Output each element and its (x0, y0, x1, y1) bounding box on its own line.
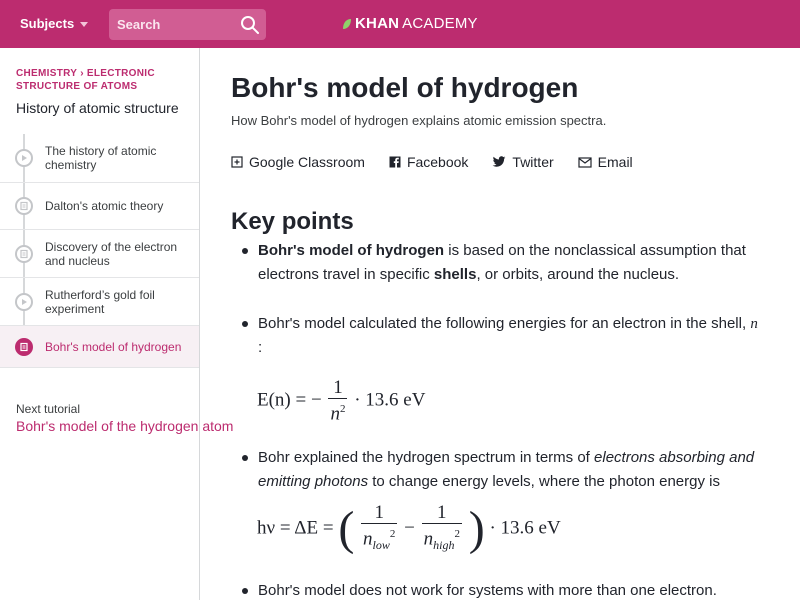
lesson-label: Bohr's model of hydrogen (45, 339, 182, 354)
eq1-lhs: E(n) = − (257, 389, 322, 411)
key-points-heading: Key points (231, 208, 354, 235)
lesson-label: Rutherford’s gold foil experiment (45, 287, 155, 316)
shells-term: shells (433, 266, 477, 283)
bullet-dot (242, 321, 248, 327)
eq2-close-paren: ) (468, 502, 485, 556)
photon-energy-equation (257, 503, 561, 555)
page-subtitle: How Bohr's model of hydrogen explains atomic emission spectra. (231, 113, 607, 128)
lesson-label: The history of atomic chemistry (45, 144, 157, 172)
share-twitter-label: Twitter (512, 154, 554, 170)
chevron-right-icon: › (80, 68, 84, 79)
eq1-fraction (328, 378, 347, 424)
article-icon (15, 197, 33, 215)
lesson-item-discovery-electron[interactable] (0, 230, 199, 278)
share-email-button[interactable] (578, 154, 633, 170)
logo-text-khan: KHAN (355, 15, 400, 32)
lesson-item-bohrs-model[interactable] (0, 326, 199, 368)
key-point-1 (258, 239, 778, 287)
email-icon (578, 157, 592, 168)
lesson-item-rutherford-experiment[interactable] (0, 278, 199, 326)
key-point-1-text-a: is based on the nonclassical assumption that electrons travel in specific (258, 242, 746, 283)
eq2-denominator-high: $n_{high}^2$ (422, 523, 462, 555)
google-classroom-icon (231, 156, 243, 168)
breadcrumb (16, 67, 191, 93)
key-point-2-text: Bohr's model calculated the following energies for an electron in the shell, (258, 315, 751, 332)
page-title: Bohr's model of hydrogen (231, 72, 579, 103)
eq2-numerator-high: 1 (437, 502, 447, 523)
next-tutorial-link[interactable]: Bohr's model of the hydrogen atom (16, 418, 234, 434)
lesson-label: Dalton's atomic theory (45, 199, 164, 213)
variable-n: n (750, 316, 758, 332)
bullet-dot (242, 588, 248, 594)
key-point-3-text-a: Bohr explained the hydrogen spectrum in terms of (258, 449, 595, 466)
lesson-item-history-atomic-chemistry[interactable] (0, 134, 199, 183)
energy-equation (257, 378, 425, 424)
tutorial-title: History of atomic structure (16, 100, 179, 116)
key-point-4: Bohr's model does not work for systems with more than one electron. (258, 582, 717, 599)
eq2-rhs: · 13.6 eV (489, 517, 561, 539)
share-email-label: Email (597, 154, 633, 170)
key-point-2 (258, 312, 788, 360)
article-content (200, 48, 800, 600)
twitter-icon (492, 156, 506, 168)
facebook-icon (389, 156, 401, 168)
bullet-dot (242, 248, 248, 254)
chevron-down-icon (80, 22, 88, 27)
eq2-fraction-high (422, 503, 462, 555)
eq2-fraction-low (361, 503, 397, 555)
share-facebook-button[interactable] (389, 154, 468, 170)
share-google-classroom-button[interactable] (231, 154, 365, 170)
share-bar (231, 154, 633, 170)
search-box (109, 9, 266, 40)
search-icon[interactable] (240, 15, 260, 35)
eq2-open-paren: ( (338, 502, 355, 556)
eq2-denominator-low: $n_{low}^2$ (361, 523, 397, 555)
lesson-list (0, 134, 199, 368)
subjects-label: Subjects (20, 16, 75, 31)
eq2-minus: − (404, 517, 415, 539)
share-google-label: Google Classroom (249, 154, 365, 170)
key-point-3 (258, 446, 778, 494)
lesson-item-daltons-theory[interactable] (0, 183, 199, 230)
share-facebook-label: Facebook (406, 154, 469, 170)
logo-text-academy: ACADEMY (402, 15, 478, 32)
bullet-dot (242, 455, 248, 461)
key-point-3-text-b: to change energy levels, where the photon energy is (368, 473, 720, 490)
play-icon (15, 293, 33, 311)
lesson-label: Discovery of the electron and nucleus (45, 239, 178, 268)
article-icon (15, 338, 33, 356)
eq1-denominator: $n^2$ (328, 398, 347, 424)
search-input[interactable] (109, 9, 234, 40)
khan-academy-logo[interactable] (342, 15, 478, 32)
breadcrumb-chemistry[interactable]: CHEMISTRY (16, 68, 78, 79)
top-navigation-bar (0, 0, 800, 48)
bohr-model-term: Bohr's model of hydrogen (258, 242, 445, 259)
eq1-rhs: · 13.6 eV (354, 389, 426, 411)
key-point-3-emphasis: electrons absorbing and emitting photons (258, 449, 755, 490)
next-tutorial-label: Next tutorial (16, 402, 81, 416)
eq2-lhs: hν = ΔE = (257, 517, 334, 539)
article-icon (15, 245, 33, 263)
key-point-1-text-b: , or orbits, around the nucleus. (476, 266, 680, 283)
eq1-numerator: 1 (333, 377, 343, 398)
leaf-logo-icon (342, 18, 352, 30)
eq2-numerator-low: 1 (374, 502, 384, 523)
key-point-2-colon: : (258, 339, 263, 356)
subjects-menu-button[interactable] (20, 16, 88, 31)
breadcrumb-electronic-structure[interactable]: ELECTRONIC STRUCTURE OF ATOMS (16, 68, 155, 92)
share-twitter-button[interactable] (492, 154, 553, 170)
tutorial-sidebar (0, 48, 234, 600)
play-icon (15, 149, 33, 167)
